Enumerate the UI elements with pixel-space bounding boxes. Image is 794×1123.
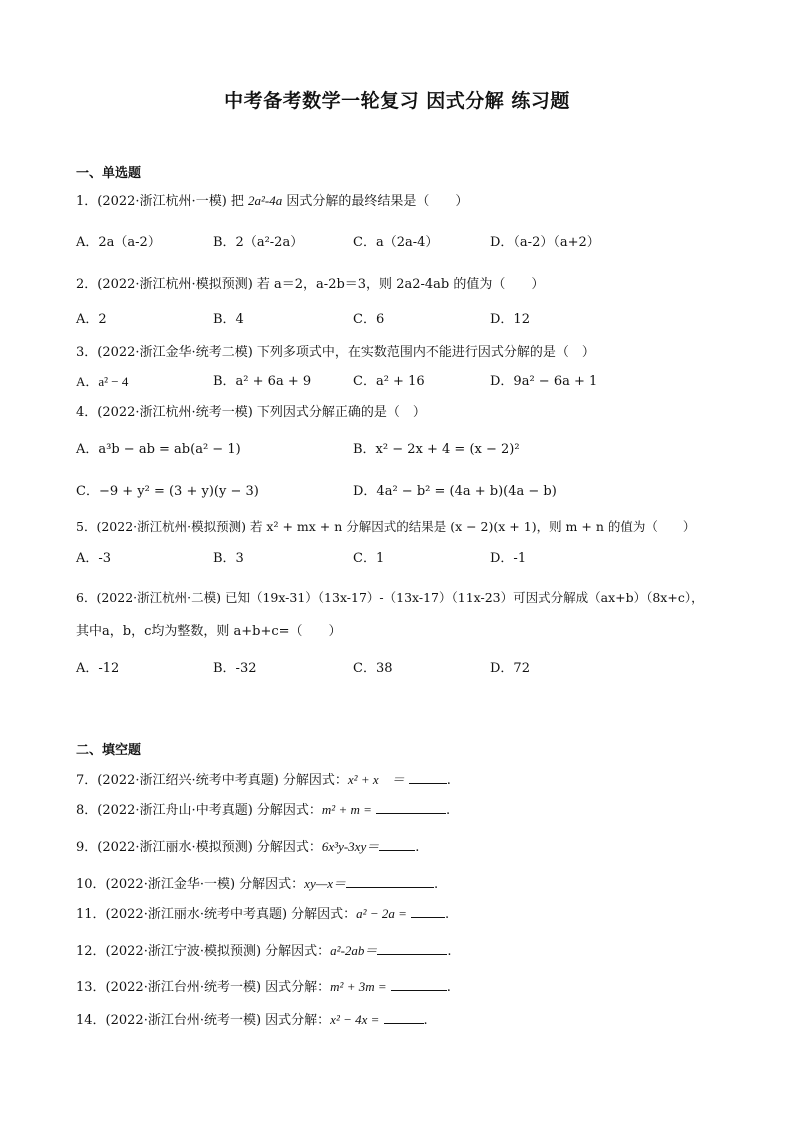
- question-11-period: .: [445, 907, 450, 922]
- question-6-line-1: 6．(2022·浙江杭州·二模) 已知（19x-31）（13x-17）-（13x-17）（11x-23）可因式分解成（ax+b）（8x+c），: [76, 590, 704, 605]
- question-5-option-a[interactable]: A．-3: [76, 551, 112, 566]
- question-1-suffix: 因式分解的最终结果是（ ）: [282, 194, 469, 209]
- question-6-line-2: 其中a，b，c均为整数，则 a+b+c=（ ）: [76, 624, 342, 639]
- question-1-option-d[interactable]: D．（a-2）（a+2）: [490, 235, 600, 250]
- question-4-option-b[interactable]: B．x² − 2x + 4 = (x − 2)²: [353, 442, 520, 457]
- question-6-option-d[interactable]: D．72: [490, 661, 530, 676]
- question-14-answer-blank[interactable]: [384, 1010, 424, 1024]
- question-9-period: .: [415, 840, 420, 855]
- question-12-period: .: [447, 944, 452, 959]
- question-3-option-d[interactable]: D．9a² − 6a + 1: [490, 374, 598, 389]
- question-10-answer-blank[interactable]: [346, 874, 434, 888]
- question-5-option-c[interactable]: C．1: [353, 551, 385, 566]
- section-heading-single-choice: 一、单选题: [76, 166, 142, 181]
- question-8-answer-blank[interactable]: [376, 800, 446, 814]
- question-3: 3．(2022·浙江金华·统考二模) 下列多项式中，在实数范围内不能进行因式分解的是（ ）: [76, 345, 595, 360]
- question-4-option-d[interactable]: D．4a² − b² = (4a + b)(4a − b): [353, 484, 557, 499]
- question-1-expression: 2a²-4a: [248, 193, 283, 208]
- question-13-answer-blank[interactable]: [391, 977, 447, 991]
- question-4: 4．(2022·浙江杭州·统考一模) 下列因式分解正确的是（ ）: [76, 405, 426, 420]
- question-5-option-b[interactable]: B．3: [213, 551, 244, 566]
- question-6-option-a[interactable]: A．-12: [76, 661, 120, 676]
- question-4-option-c[interactable]: C．−9 + y² = (3 + y)(y − 3): [76, 484, 259, 499]
- question-9-expression: 6x³y-3xy＝: [321, 839, 380, 854]
- question-8-period: .: [446, 803, 451, 818]
- question-2-option-b[interactable]: B．4: [213, 312, 244, 327]
- question-2-option-a[interactable]: A．2: [76, 312, 107, 327]
- question-14: [76, 1010, 428, 1030]
- question-7: [76, 770, 451, 790]
- question-7-period: .: [446, 773, 451, 788]
- question-6-option-c[interactable]: C．38: [353, 661, 393, 676]
- question-12: [76, 941, 452, 961]
- question-14-period: .: [423, 1013, 428, 1028]
- question-2-option-d[interactable]: D．12: [490, 312, 530, 327]
- question-6-option-b[interactable]: B．-32: [213, 661, 257, 676]
- question-13: [76, 977, 451, 997]
- question-11-expression: a² − 2a =: [356, 906, 407, 921]
- question-13-period: .: [446, 980, 451, 995]
- question-10-expression: xy—x＝: [304, 876, 347, 891]
- question-8-expression: m² + m =: [321, 802, 372, 817]
- question-7-prefix: 7．(2022·浙江绍兴·统考中考真题) 分解因式：: [76, 773, 348, 788]
- question-12-expression: a²-2ab＝: [330, 943, 378, 958]
- question-1-option-a[interactable]: A．2a（a-2）: [76, 235, 161, 250]
- question-2: 2．(2022·浙江杭州·模拟预测) 若 a＝2，a-2b＝3，则 2a2-4ab 的值为（ ）: [76, 277, 545, 292]
- question-10-period: .: [434, 877, 439, 892]
- question-9-prefix: 9．(2022·浙江丽水·模拟预测) 分解因式：: [76, 840, 322, 855]
- question-12-answer-blank[interactable]: [377, 941, 447, 955]
- question-10: [76, 874, 438, 894]
- question-11-answer-blank[interactable]: [411, 904, 445, 918]
- question-11-prefix: 11．(2022·浙江丽水·统考中考真题) 分解因式：: [76, 907, 357, 922]
- question-12-prefix: 12．(2022·浙江宁波·模拟预测) 分解因式：: [76, 944, 331, 959]
- section-heading-fill-blank: 二、填空题: [76, 743, 142, 758]
- question-3-option-c[interactable]: C．a² + 16: [353, 374, 425, 389]
- question-14-expression: x² − 4x =: [330, 1012, 380, 1027]
- question-1-prefix: 1．(2022·浙江杭州·一模) 把: [76, 194, 249, 209]
- question-13-prefix: 13．(2022·浙江台州·统考一模) 因式分解：: [76, 980, 331, 995]
- question-5: 5．(2022·浙江杭州·模拟预测) 若 x² + mx + n 分解因式的结果是 (x − 2)(x + 1)，则 m + n 的值为（ ）: [76, 519, 696, 534]
- question-11: [76, 904, 449, 924]
- question-1-option-c[interactable]: C．a（2a-4）: [353, 235, 439, 250]
- question-7-answer-blank[interactable]: [409, 770, 447, 784]
- question-9: [76, 837, 419, 857]
- question-13-expression: m² + 3m =: [330, 979, 387, 994]
- question-8: [76, 800, 450, 820]
- question-10-prefix: 10．(2022·浙江金华·一模) 分解因式：: [76, 877, 305, 892]
- question-3-option-b[interactable]: B．a² + 6a + 9: [213, 374, 312, 389]
- question-4-option-a[interactable]: A．a³b − ab = ab(a² − 1): [76, 442, 241, 457]
- question-8-prefix: 8．(2022·浙江舟山·中考真题) 分解因式：: [76, 803, 322, 818]
- question-5-option-d[interactable]: D．-1: [490, 551, 527, 566]
- question-1-option-b[interactable]: B．2（a²-2a）: [213, 235, 304, 250]
- question-1: [76, 192, 468, 211]
- question-2-option-c[interactable]: C．6: [353, 312, 385, 327]
- question-14-prefix: 14．(2022·浙江台州·统考一模) 因式分解：: [76, 1013, 331, 1028]
- question-9-answer-blank[interactable]: [379, 837, 415, 851]
- page-title: 中考备考数学一轮复习 因式分解 练习题: [224, 90, 570, 112]
- question-7-expression: x² + x ＝: [347, 772, 405, 787]
- question-3-option-a[interactable]: A．a² − 4: [76, 374, 129, 389]
